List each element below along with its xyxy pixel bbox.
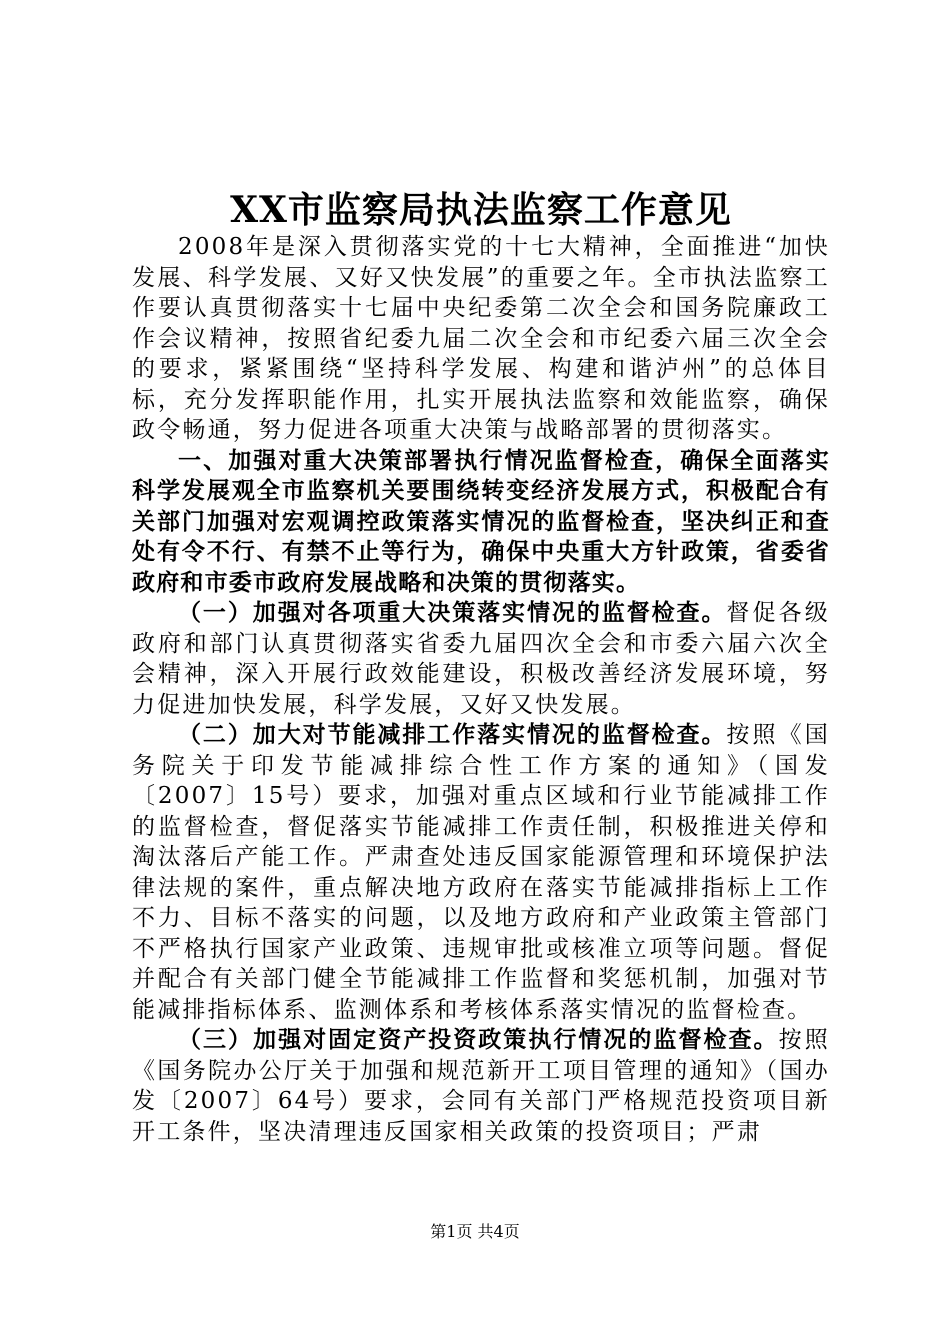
document-title: XX市监察局执法监察工作意见 [230,189,732,231]
item-body-2: 按照《国务院关于印发节能减排综合性工作方案的通知》（国发〔2007〕15号）要求，加强对重点区域和行业节能减排工作的监督检查，督促落实节能减排工作责任制，积极推进关停和淘汰落后产能工作。严肃查处违反国家能源管理和环境保护法律法规的案件，重点解决地方政府在落实节能减排指标上工作不力、目标不落实的问题，以及地方政府和产业政策主管部门不严格执行国家产业政策、违规审批或核准立项等问题。督促并配合有关部门健全节能减排工作监督和奖惩机制，加强对节能减排指标体系、监测体系和考核体系落实情况的监督检查。 [132,722,830,1023]
section-heading-1: 一、加强对重大决策部署执行情况监督检查，确保全面落实科学发展观全市监察机关要围绕转变经济发展方式，积极配合有关部门加强对宏观调控政策落实情况的监督检查，坚决纠正和查处有令不行、有禁不止等行为，确保中央重大方针政策，省委省政府和市委市政府发展战略和决策的贯彻落实。 [132,447,830,596]
document-page [132,188,830,1147]
page-footer: 第1页 共4页 [430,1222,520,1241]
item-heading-1: （一）加强对各项重大决策落实情况的监督检查。 [178,600,727,626]
intro-paragraph: 2008年是深入贯彻落实党的十七大精神，全面推进“加快发展、科学发展、又好又快发展”的重要之年。全市执法监察工作要认真贯彻落实十七届中央纪委第二次全会和国务院廉政工作会议精神，按照省纪委九届二次全会和市纪委六届三次全会的要求，紧紧围绕“坚持科学发展、构建和谐泸州”的总体目标，充分发挥职能作用，扎实开展执法监察和效能监察，确保政令畅通，努力促进各项重大决策与战略部署的贯彻落实。 [132,234,830,443]
item-heading-3: （三）加强对固定资产投资政策执行情况的监督检查。 [178,1027,779,1053]
item-body-3: 按照《国务院办公厅关于加强和规范新开工项目管理的通知》（国办发〔2007〕64号）要求，会同有关部门严格规范投资项目新开工条件，坚决清理违反国家相关政策的投资项目；严肃 [132,1027,831,1145]
item-body-1: 督促各级政府和部门认真贯彻落实省委九届四次全会和市委六届六次全会精神，深入开展行政效能建设，积极改善经济发展环境，努力促进加快发展，科学发展，又好又快发展。 [132,600,830,718]
item-paragraph-2 [132,720,830,1025]
item-heading-2: （二）加大对节能减排工作落实情况的监督检查。 [178,722,727,748]
item-paragraph-3 [132,1025,830,1147]
item-paragraph-1 [132,598,830,720]
